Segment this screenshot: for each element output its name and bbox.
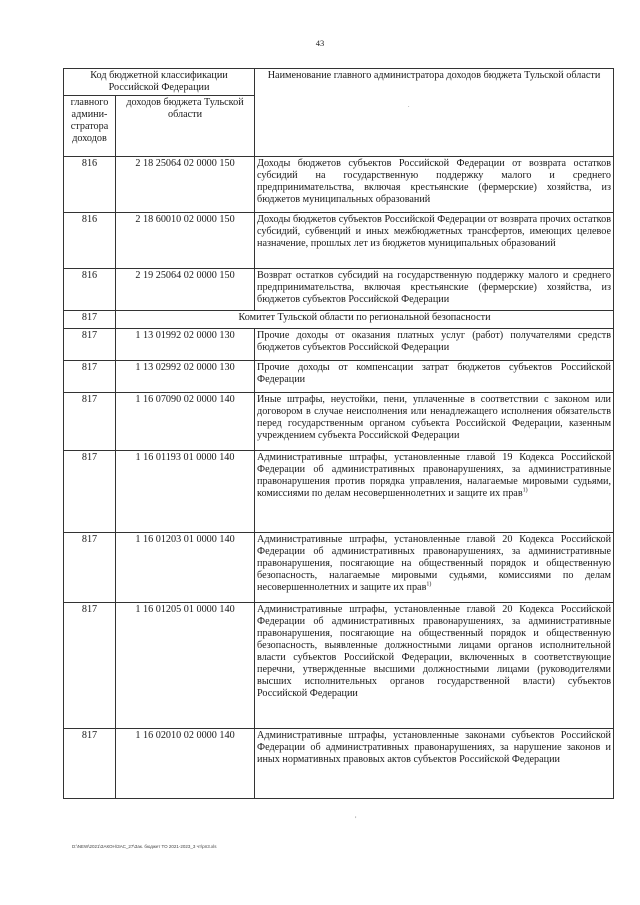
- income-name-text: Возврат остатков субсидий на государственную поддержку малого и среднего предпринимательства, включая крестьянские (фермерские) хозяйства, из бюджетов субъектов Российской Федерации: [257, 270, 612, 305]
- cell-income-name: [255, 361, 614, 393]
- cell-income-name: [255, 533, 614, 603]
- cell-income-name: [255, 393, 614, 451]
- cell-income-name: [255, 729, 614, 799]
- income-name-text: Доходы бюджетов субъектов Российской Федерации от возврата остатков субсидий на государственную поддержку малого и среднего предпринимательства, включая крестьянские (фермерские) хозяйства, из бюджетов муниципальных образований: [257, 158, 612, 205]
- header-code-group: Код бюджетной классификации Российской Федерации: [64, 69, 255, 96]
- income-name-text: Административные штрафы, установленные законами субъектов Российской Федерации об административных правонарушениях, за нарушение законов и иных нормативных правовых актов субъектов Российской Федерации: [257, 730, 612, 765]
- table-row: [64, 393, 614, 451]
- cell-admin-code: 817: [64, 533, 116, 603]
- cell-budget-code: 2 19 25064 02 0000 150: [116, 269, 255, 311]
- cell-budget-code: 1 16 01203 01 0000 140: [116, 533, 255, 603]
- scan-dot: .: [408, 103, 410, 109]
- income-name-text: Прочие доходы от компенсации затрат бюджетов субъектов Российской Федерации: [257, 362, 612, 385]
- income-name-text: Иные штрафы, неустойки, пени, уплаченные в соответствии с законом или договором в случае неисполнения или ненадлежащего исполнения обязательств перед государственным органом субъекта Российской Федерации, казенным учреждением субъекта Российской Федерации: [257, 394, 612, 441]
- cell-budget-code: 1 13 01992 02 0000 130: [116, 329, 255, 361]
- table-row: [64, 451, 614, 533]
- cell-admin-code: 817: [64, 311, 116, 329]
- income-name-text: Административные штрафы, установленные главой 20 Кодекса Российской Федерации об административных правонарушениях, за административные правонарушения, посягающие на общественный порядок и общественную безопасность, налагаемые мировыми судьями, комиссиями по делам несовершеннолетних и защите их прав: [257, 534, 612, 593]
- table-row: [64, 311, 614, 329]
- page-number: 43: [315, 38, 325, 48]
- header-admin-name: Наименование главного администратора доходов бюджета Тульской области: [255, 69, 614, 157]
- cell-budget-code: 1 13 02992 02 0000 130: [116, 361, 255, 393]
- cell-income-name: [255, 603, 614, 729]
- table-row: [64, 533, 614, 603]
- cell-committee-name: Комитет Тульской области по региональной безопасности: [116, 311, 614, 329]
- cell-admin-code: 816: [64, 213, 116, 269]
- cell-income-name: [255, 451, 614, 533]
- table-row: [64, 729, 614, 799]
- footer-file-path: D:\NEW\2021\ЗАКОН\ЗАС_27\Зак. бюджет ТО 2021-2023_3 чт\рп3.xls: [72, 844, 217, 849]
- table-body: [64, 157, 614, 799]
- table-row: [64, 361, 614, 393]
- cell-admin-code: 817: [64, 451, 116, 533]
- cell-income-name: [255, 213, 614, 269]
- table-row: [64, 603, 614, 729]
- header-main-admin: главного админи-стратора доходов: [64, 96, 116, 157]
- header-row-1: [64, 69, 614, 96]
- cell-admin-code: 817: [64, 393, 116, 451]
- budget-classification-table: [63, 68, 614, 799]
- cell-admin-code: 817: [64, 603, 116, 729]
- cell-admin-code: 817: [64, 729, 116, 799]
- cell-admin-code: 817: [64, 329, 116, 361]
- income-name-text: Доходы бюджетов субъектов Российской Федерации от возврата прочих остатков субсидий, субвенций и иных межбюджетных трансфертов, имеющих целевое назначение, прошлых лет из бюджетов муниципальных образований: [257, 214, 612, 249]
- cell-admin-code: 816: [64, 157, 116, 213]
- cell-budget-code: 1 16 07090 02 0000 140: [116, 393, 255, 451]
- footnote-marker: 1): [426, 581, 432, 588]
- cell-income-name: [255, 329, 614, 361]
- cell-budget-code: 2 18 25064 02 0000 150: [116, 157, 255, 213]
- income-name-text: Прочие доходы от оказания платных услуг (работ) получателями средств бюджетов субъектов Российской Федерации: [257, 330, 612, 353]
- table-row: [64, 269, 614, 311]
- header-budget-income: доходов бюджета Тульской области: [116, 96, 255, 157]
- scan-dot: ,: [355, 813, 357, 819]
- income-name-text: Административные штрафы, установленные главой 19 Кодекса Российской Федерации об административных правонарушениях, за административные правонарушения против порядка управления, налагаемые мировыми судьями, комиссиями по делам несовершеннолетних и защите их прав: [257, 452, 612, 499]
- table-row: [64, 157, 614, 213]
- table-row: [64, 213, 614, 269]
- cell-budget-code: 1 16 02010 02 0000 140: [116, 729, 255, 799]
- cell-admin-code: 816: [64, 269, 116, 311]
- cell-budget-code: 1 16 01205 01 0000 140: [116, 603, 255, 729]
- cell-income-name: [255, 269, 614, 311]
- cell-budget-code: 1 16 01193 01 0000 140: [116, 451, 255, 533]
- income-name-text: Административные штрафы, установленные главой 20 Кодекса Российской Федерации об административных правонарушениях, за административные правонарушения, посягающие на общественный порядок и общественную безопасность, выявленные должностными лицами органов исполнительной власти субъектов Российской Федерации, включенных в соответствующие перечни, утвержденные высшими должностными лицами (руководителями высших исполнительных органов государственной власти) субъектов Российской Федерации: [257, 604, 612, 699]
- cell-income-name: [255, 157, 614, 213]
- cell-budget-code: 2 18 60010 02 0000 150: [116, 213, 255, 269]
- footnote-marker: 1): [522, 487, 528, 494]
- cell-admin-code: 817: [64, 361, 116, 393]
- table-row: [64, 329, 614, 361]
